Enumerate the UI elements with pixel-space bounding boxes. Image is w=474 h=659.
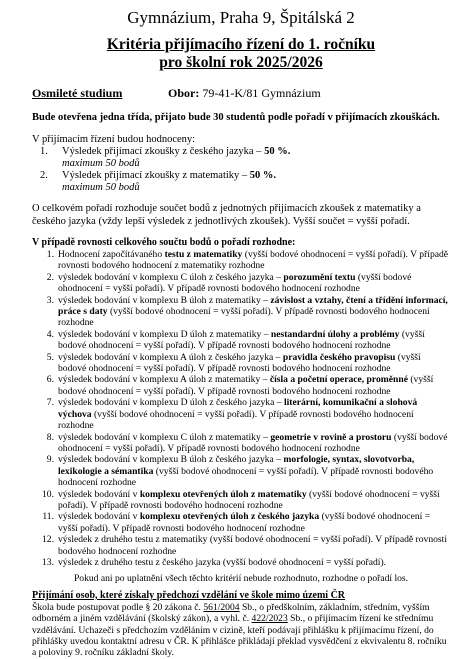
evaluation-weight: 50 %.	[249, 170, 277, 181]
tie-rule-number: 12.	[42, 534, 54, 546]
tie-rule-text-a: výsledek bodování v komplexu C úloh z českého jazyka –	[58, 271, 284, 283]
tie-rule-number: 10.	[42, 488, 54, 500]
tie-rule-text-c: (vyšší bodové ohodnocení = vyšší pořadí). V případě rovnosti bodového hodnocení rozhodne	[58, 351, 421, 375]
tie-rule-text-a: výsledek bodování v komplexu A úloh z matematiky –	[58, 374, 270, 386]
tie-rule-text-c: (vyšší bodové ohodnocení = vyšší pořadí). V případě rovnosti bodového hodnocení rozhodne	[58, 431, 448, 454]
tie-rule-topic: čísla a početní operace, proměnné	[269, 374, 408, 386]
evaluation-number: 1.	[40, 146, 48, 157]
tie-rule-item	[32, 432, 450, 455]
tie-rule-item	[32, 272, 450, 295]
tie-rule-text-a: výsledek bodování v komplexu D úloh z českého jazyka –	[58, 397, 284, 409]
tie-rule-number: 4.	[46, 328, 54, 340]
tie-rule-text	[58, 329, 450, 352]
tie-rule-topic: pravidla českého pravopisu	[282, 351, 396, 363]
tie-rule-text	[58, 397, 450, 431]
abroad-text-1: Škola bude postupovat podle § 20 zákona č.	[32, 601, 204, 613]
abroad-heading: Přijímání osob, které získaly předchozí vzdělání ve škole mimo území ČR	[32, 589, 346, 601]
tie-rule-item	[32, 454, 450, 488]
tie-rule-number: 9.	[46, 454, 54, 466]
tie-rule-number: 13.	[42, 556, 54, 568]
obor-value: 79-41-K/81 Gymnázium	[202, 86, 321, 100]
tie-rule-number: 5.	[46, 351, 54, 363]
tie-rule-number: 8.	[46, 431, 54, 443]
evaluation-pre: Výsledek přijímací zkoušky z matematiky –	[62, 170, 250, 181]
tie-rule-item	[32, 295, 450, 329]
tie-rule-number: 2.	[46, 271, 54, 283]
tie-rule-text	[58, 374, 450, 397]
tie-rule-text	[58, 295, 450, 329]
tie-rule-topic: literární, komunikační a slohová výchova	[58, 397, 418, 420]
tie-rule-topic: nestandardní úlohy a problémy	[270, 328, 400, 340]
tie-rule-topic: morfologie, syntax, slovotvorba, lexikologie a sémantika	[58, 454, 415, 477]
tie-rule-topic: testu z matematiky	[164, 249, 243, 260]
tie-rule-topic: komplexu otevřených úloh z matematiky	[139, 488, 307, 500]
tie-rule-item	[32, 374, 450, 397]
evaluation-text	[62, 146, 290, 158]
tie-rule-text-a: výsledek z druhého testu z českého jazyka (vyšší bodové ohodnocení = vyšší pořadí).	[58, 556, 387, 568]
tie-rule-item	[32, 534, 450, 557]
tie-rule-number: 7.	[46, 397, 54, 409]
evaluation-max: maximum 50 bodů	[62, 158, 140, 169]
evaluation-item	[32, 170, 450, 182]
tie-rule-topic: geometrie v rovině a prostoru	[270, 431, 392, 443]
obor-label: Obor:	[168, 86, 200, 100]
tie-rule-item	[32, 511, 450, 534]
final-note: Pokud ani po uplatnění všech těchto kritérií nebude rozhodnuto, rozhodne o pořadí los.	[73, 573, 409, 585]
tie-rule-topic: porozumění textu	[283, 271, 356, 283]
tie-rule-text-a: výsledek bodování v	[58, 488, 140, 500]
study-type-label: Osmileté studium	[32, 86, 123, 100]
tie-rule-text	[58, 432, 450, 455]
tie-rule-text	[58, 534, 450, 557]
tie-rule-text	[58, 352, 450, 375]
obor-info	[168, 86, 321, 100]
abroad-paragraph	[32, 602, 450, 659]
tie-rule-text-c: (vyšší bodové ohodnocení = vyšší pořadí). V případě rovnosti bodového hodnocení rozhodne	[58, 465, 434, 489]
tie-rule-text-a: výsledek z druhého testu z matematiky (vyšší bodové ohodnocení = vyšší pořadí). V případě rovnosti bodového hodnocení rozhodne	[58, 534, 448, 557]
evaluation-weight: 50 %.	[264, 146, 291, 157]
tie-rule-text-a: výsledek bodování v komplexu A úloh z českého jazyka –	[58, 351, 283, 363]
tie-rule-text-c: (vyšší bodové ohodnocení = vyšší pořadí). V případě rovnosti bodového hodnocení rozhodne	[58, 374, 434, 397]
intro-paragraph: Bude otevřena jedna třída, přijato bude 30 studentů podle pořadí v přijímacích zkouškách.	[32, 112, 440, 123]
tie-rule-item	[32, 249, 450, 272]
evaluation-intro: V přijímacím řízení budou hodnoceny:	[32, 133, 196, 145]
tie-rule-text	[58, 454, 450, 488]
tie-rule-item	[32, 397, 450, 431]
tie-rule-text	[58, 249, 450, 272]
tie-rule-item	[32, 489, 450, 512]
tie-rule-item	[32, 557, 450, 568]
evaluation-item	[32, 146, 450, 158]
tie-rule-text-c: (vyšší bodové ohodnocení = vyšší pořadí). V případě rovnosti bodového hodnocení rozhodne	[58, 328, 425, 352]
tie-rule-text-c: (vyšší bodové ohodnocení = vyšší pořadí). V případě rovnosti bodového hodnocení rozhodne	[58, 511, 431, 534]
document-title	[32, 36, 450, 72]
tie-rule-text-a: Hodnocení započítávaného	[58, 249, 165, 260]
evaluation-text	[62, 170, 276, 182]
tie-rule-text-c: (vyšší bodové ohodnocení = vyšší pořadí). V případě rovnosti bodového hodnocení z matematiky rozhodne	[58, 249, 449, 272]
tie-rule-topic: komplexu otevřených úloh z českého jazyka	[139, 511, 320, 523]
law-link-422[interactable]: 422/2023	[251, 613, 288, 625]
tie-rule-number: 3.	[46, 294, 54, 306]
tie-rule-text-a: výsledek bodování v komplexu D úloh z matematiky –	[58, 328, 271, 340]
tie-rule-text-c: (vyšší bodové ohodnocení = vyšší pořadí). V případě rovnosti bodového hodnocení rozhodne	[58, 488, 440, 511]
tie-rule-number: 1.	[46, 249, 54, 260]
evaluation-pre: Výsledek přijímací zkoušky z českého jazyka –	[62, 146, 265, 157]
sum-paragraph: O celkovém pořadí rozhoduje součet bodů z jednotných přijímacích zkoušek z matematiky a českého jazyka (vždy lepší výsledek z jednotlivých zkoušek). Vyšší součet = vyšší pořadí.	[32, 203, 421, 227]
evaluation-list	[32, 146, 450, 194]
abroad-text-2: Sb., o předškolním, základním, středním, vyšším odborném a jiném vzdělávání (školský zákon), a vyhl. č.	[32, 601, 430, 625]
tie-rule-number: 11.	[42, 511, 54, 523]
study-info-row	[32, 86, 450, 100]
tie-rule-text	[58, 489, 450, 512]
tie-rule-item	[32, 329, 450, 352]
tie-rule-text-a: výsledek bodování v komplexu B úloh z matematiky –	[58, 294, 271, 306]
abroad-text-3: Sb., o přijímacím řízení ke střednímu vzdělávání. Uchazeči s předchozím vzděláním v cizině, kteří podávají přihlášku k přijímacímu řízení, do přihlášky uvedou kontaktní adresu v ČR. K přihlášce přikládají překlad vysvědčení z ekvivalentu 8. ročníku a poloviny 9. ročníku základní školy.	[32, 613, 447, 659]
title-line-2: pro školní rok 2025/2026	[159, 54, 323, 71]
tie-rule-number: 6.	[46, 374, 54, 386]
tie-rule-text	[58, 511, 450, 534]
tie-rule-text	[58, 272, 450, 295]
evaluation-max: maximum 50 bodů	[62, 182, 140, 193]
tie-rule-text-c: (vyšší bodové ohodnocení = vyšší pořadí). V případě rovnosti bodového hodnocení rozhodne	[58, 306, 430, 329]
tie-rule-topic: závislost a vztahy, čtení a třídění informací, práce s daty	[58, 294, 448, 318]
law-link-561[interactable]: 561/2004	[203, 601, 240, 613]
evaluation-number: 2.	[40, 170, 48, 181]
tie-rule-text-a: výsledek bodování v	[58, 511, 140, 523]
school-name: Gymnázium, Praha 9, Špitálská 2	[127, 8, 355, 27]
tie-rules-heading: V případě rovnosti celkového součtu bodů o pořadí rozhodne:	[32, 237, 296, 248]
tie-rule-text-c: (vyšší bodové ohodnocení = vyšší pořadí). V případě rovnosti bodového hodnocení rozhodne	[58, 271, 412, 295]
tie-rules-list	[32, 249, 450, 568]
tie-rule-text-a: výsledek bodování v komplexu B úloh z českého jazyka –	[58, 454, 284, 466]
tie-rule-text-a: výsledek bodování v komplexu C úloh z matematiky –	[58, 431, 271, 443]
title-line-1: Kritéria přijímacího řízení do 1. ročníku	[106, 36, 376, 53]
tie-rule-text-c: (vyšší bodové ohodnocení = vyšší pořadí). V případě rovnosti bodového hodnocení rozhodne	[58, 408, 414, 432]
tie-rule-item	[32, 352, 450, 375]
tie-rule-text	[58, 557, 450, 568]
